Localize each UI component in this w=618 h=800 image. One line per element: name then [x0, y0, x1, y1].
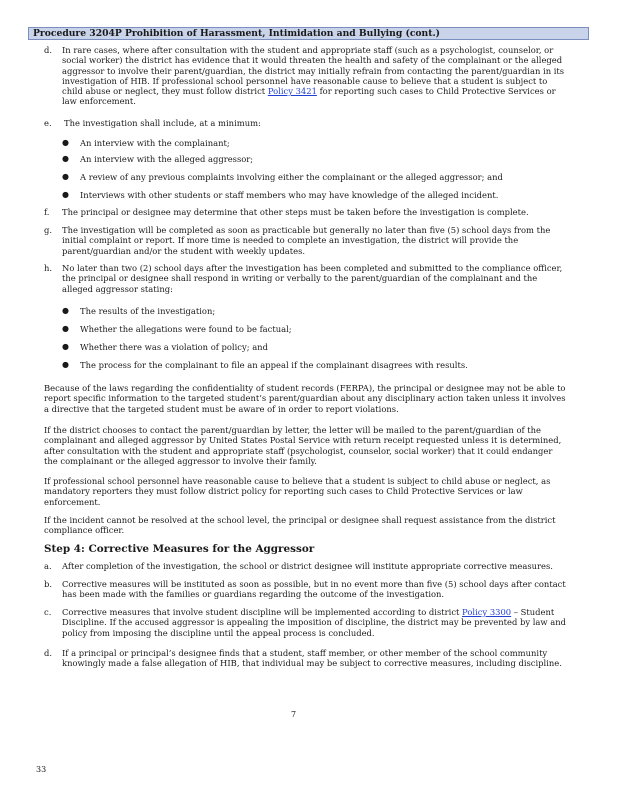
bullet-icon: ●	[62, 154, 69, 163]
item-d-text	[62, 45, 568, 107]
bullet-e-1: An interview with the complainant;	[80, 138, 230, 148]
bullet-e-4: Interviews with other students or staff members who may have knowledge of the alleged incident.	[80, 190, 499, 200]
document-page-number: 33	[36, 765, 47, 774]
bullet-h-4: The process for the complainant to file an appeal if the complainant disagrees with results.	[80, 360, 468, 370]
step4-d-marker: d.	[44, 648, 53, 658]
bullet-h-2: Whether the allegations were found to be factual;	[80, 324, 292, 334]
step4-d-text: If a principal or principal’s designee finds that a student, staff member, or other member of the school community knowingly made a false allegation of HIB, that individual may be subject to corrective measures, including discipline.	[62, 648, 562, 669]
bullet-icon: ●	[62, 190, 69, 199]
item-f-text: The principal or designee may determine that other steps must be taken before the investigation is complete.	[62, 207, 529, 217]
item-e-text: The investigation shall include, at a minimum:	[64, 118, 261, 128]
step4-c-text-before: Corrective measures that involve student discipline will be implemented according to district	[62, 607, 463, 617]
step4-a-text: After completion of the investigation, the school or district designee will institute appropriate corrective measures.	[62, 561, 553, 571]
step4-a-marker: a.	[44, 561, 52, 571]
bullet-icon: ●	[62, 306, 69, 315]
mandatory-reporter-paragraph: If professional school personnel have reasonable cause to believe that a student is subject to child abuse or neglect, as mandatory reporters they must follow district policy for reporting such cases to Child Protective Services or law enforcement.	[44, 476, 551, 507]
step4-c-text-after: – Student Discipline. If the accused aggressor is appealing the imposition of discipline, the district may be prevented by law and policy from imposing the discipline until the appeal process is concluded.	[62, 607, 566, 638]
item-d-marker: d.	[44, 45, 53, 55]
item-g-marker: g.	[44, 225, 53, 235]
step4-c-text	[62, 607, 568, 638]
bullet-e-3: A review of any previous complaints involving either the complainant or the alleged aggressor; and	[80, 172, 503, 182]
bullet-h-3: Whether there was a violation of policy; and	[80, 342, 268, 352]
step4-c-marker: c.	[44, 607, 52, 617]
item-f-marker: f.	[44, 207, 50, 217]
item-e-marker: e.	[44, 118, 52, 128]
ferpa-paragraph: Because of the laws regarding the confidentiality of student records (FERPA), the principal or designee may not be able to report specific information to the targeted student’s parent/guardian about any disciplinary action taken unless it involves a directive that the targeted student must be aware of in order to report violations.	[44, 383, 566, 414]
bullet-icon: ●	[62, 360, 69, 369]
item-d-text-after: for reporting such cases to Child Protective Services or law enforcement.	[62, 86, 556, 107]
bullet-icon: ●	[62, 138, 69, 147]
bullet-icon: ●	[62, 342, 69, 351]
item-h-text: No later than two (2) school days after the investigation has been completed and submitted to the compliance officer, the principal or designee shall respond in writing or verbally to the parent/guardian of the complainant and the alleged aggressor stating:	[62, 263, 563, 294]
item-g-text: The investigation will be completed as soon as practicable but generally no later than five (5) school days from the initial complaint or report. If more time is needed to complete an investigation, the district will provide the parent/guardian and/or the student with weekly updates.	[62, 225, 551, 256]
page-number: 7	[291, 710, 297, 719]
policy-3421-link[interactable]: Policy 3421	[267, 86, 317, 97]
step4-b-marker: b.	[44, 579, 53, 589]
item-d-text-before: In rare cases, where after consultation with the student and appropriate staff (such as a psychologist, counselor, or social worker) the district has evidence that it would threaten the health and safety of the complainant or the alleged aggressor to involve their parent/guardian, the district may initially refrain from contacting the parent/guardian in its investigation of HIB. If professional school personnel have reasonable cause to believe that a student is subject to child abuse or neglect, they must follow district	[62, 45, 565, 97]
step4-b-text: Corrective measures will be instituted as soon as possible, but in no event more than five (5) school days after contact has been made with the families or guardians regarding the outcome of the investigation.	[62, 579, 566, 600]
step-4-heading: Step 4: Corrective Measures for the Aggressor	[44, 543, 315, 555]
letter-paragraph: If the district chooses to contact the parent/guardian by letter, the letter will be mailed to the parent/guardian of the complainant and alleged aggressor by United States Postal Service with return receipt requested unless it is determined, after consultation with the student and appropriate staff (psychologist, counselor, social worker) that it could endanger the complainant or the alleged aggressor to involve their family.	[44, 425, 562, 466]
item-h-marker: h.	[44, 263, 53, 273]
procedure-header: Procedure 3204P Prohibition of Harassment, Intimidation and Bullying (cont.)	[28, 27, 589, 40]
policy-3300-link[interactable]: Policy 3300	[462, 607, 512, 617]
bullet-h-1: The results of the investigation;	[80, 306, 216, 316]
bullet-e-2: An interview with the alleged aggressor;	[80, 154, 254, 164]
bullet-icon: ●	[62, 324, 69, 333]
compliance-officer-paragraph: If the incident cannot be resolved at the school level, the principal or designee shall request assistance from the district compliance officer.	[44, 515, 556, 536]
bullet-icon: ●	[62, 172, 69, 181]
